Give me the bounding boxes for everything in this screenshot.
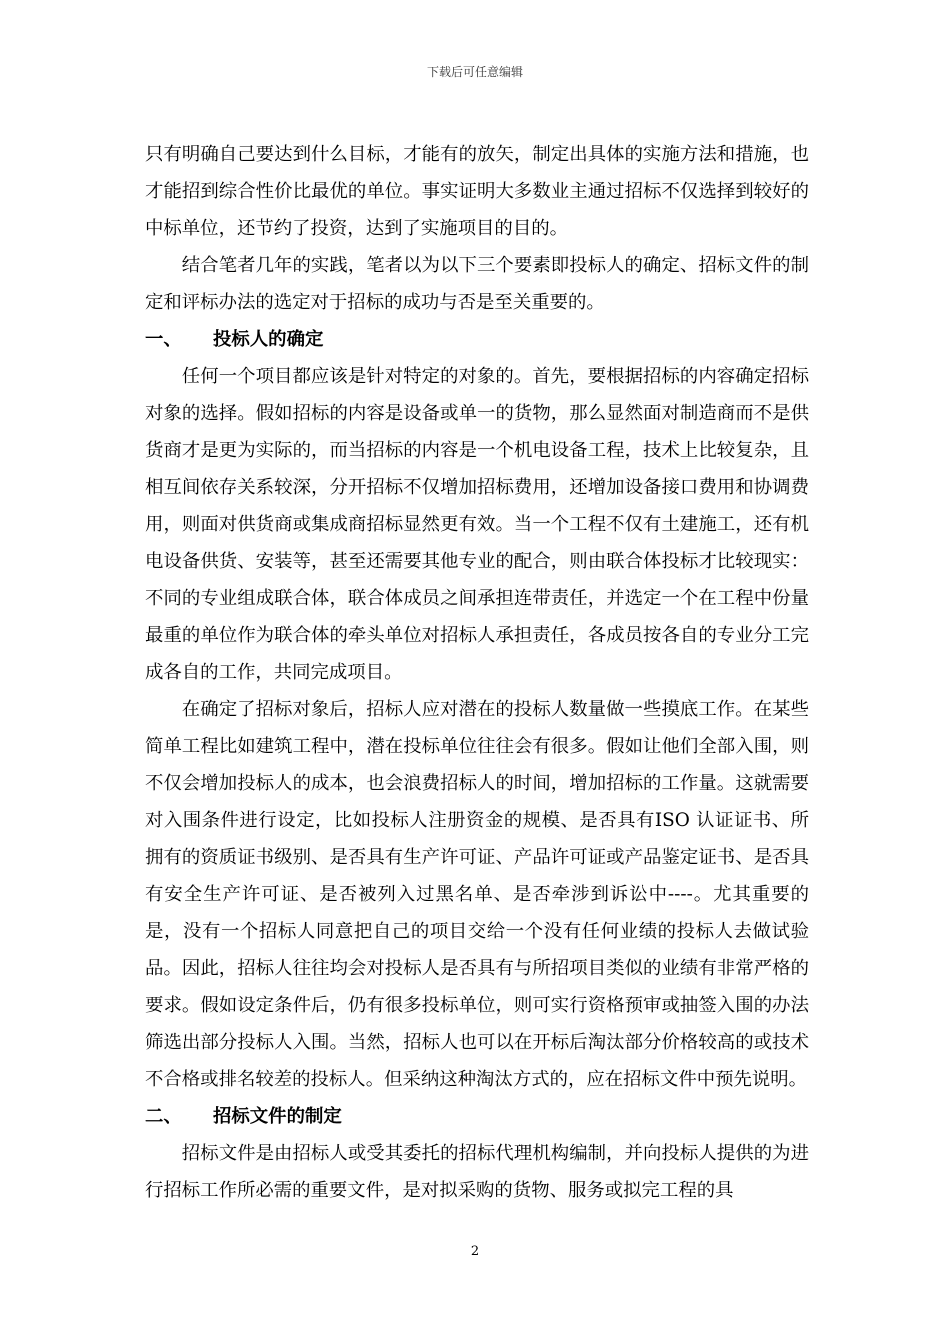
section-title-1: 投标人的确定 <box>213 329 324 350</box>
section-heading-2 <box>145 1098 809 1135</box>
section-heading-1 <box>145 321 809 358</box>
section-title-2: 招标文件的制定 <box>213 1106 342 1127</box>
paragraph-3: 任何一个项目都应该是针对特定的对象的。首先，要根据招标的内容确定招标对象的选择。假如招标的内容是设备或单一的货物，那么显然面对制造商而不是供货商才是更为实际的，而当招标的内容是一个机电设备工程，技术上比较复杂，且相互间依存关系较深，分开招标不仅增加招标费用，还增加设备接口费用和协调费用，则面对供货商或集成商招标显然更有效。当一个工程不仅有土建施工，还有机电设备供货、安装等，甚至还需要其他专业的配合，则由联合体投标才比较现实：不同的专业组成联合体，联合体成员之间承担连带责任，并选定一个在工程中份量最重的单位作为联合体的牵头单位对招标人承担责任，各成员按各自的专业分工完成各自的工作，共同完成项目。 <box>145 366 809 683</box>
paragraph-4: 在确定了招标对象后，招标人应对潜在的投标人数量做一些摸底工作。在某些简单工程比如建筑工程中，潜在投标单位往往会有很多。假如让他们全部入围，则不仅会增加投标人的成本，也会浪费招标人的时间，增加招标的工作量。这就需要对入围条件进行设定，比如投标人注册资金的规模、是否具有ISO 认证证书、所拥有的资质证书级别、是否具有生产许可证、产品许可证或产品鉴定证书、是否具有安全生产许可证、是否被列入过黑名单、是否牵涉到诉讼中----。尤其重要的是，没有一个招标人同意把自己的项目交给一个没有任何业绩的投标人去做试验品。因此，招标人往往均会对投标人是否具有与所招项目类似的业绩有非常严格的要求。假如设定条件后，仍有很多投标单位，则可实行资格预审或抽签入围的办法筛选出部分投标人入围。当然，招标人也可以在开标后淘汰部分价格较高的或技术不合格或排名较差的投标人。但采纳这种淘汰方式的，应在招标文件中预先说明。 <box>145 699 809 1090</box>
section-number-2: 二、 <box>145 1106 182 1127</box>
paragraph-2: 结合笔者几年的实践，笔者以为以下三个要素即投标人的确定、招标文件的制定和评标办法的选定对于招标的成功与否是至关重要的。 <box>145 255 809 313</box>
page-number: 2 <box>470 1244 480 1259</box>
paragraph-1: 只有明确自己要达到什么目标，才能有的放矢，制定出具体的实施方法和措施，也才能招到综合性价比最优的单位。事实证明大多数业主通过招标不仅选择到较好的中标单位，还节约了投资，达到了实施项目的目的。 <box>145 144 809 239</box>
document-body <box>145 136 809 1209</box>
section-number-1: 一、 <box>145 329 182 350</box>
page-header: 下载后可任意编辑 <box>426 65 523 79</box>
paragraph-5: 招标文件是由招标人或受其委托的招标代理机构编制，并向投标人提供的为进行招标工作所必需的重要文件，是对拟采购的货物、服务或拟完工程的具 <box>145 1143 809 1201</box>
